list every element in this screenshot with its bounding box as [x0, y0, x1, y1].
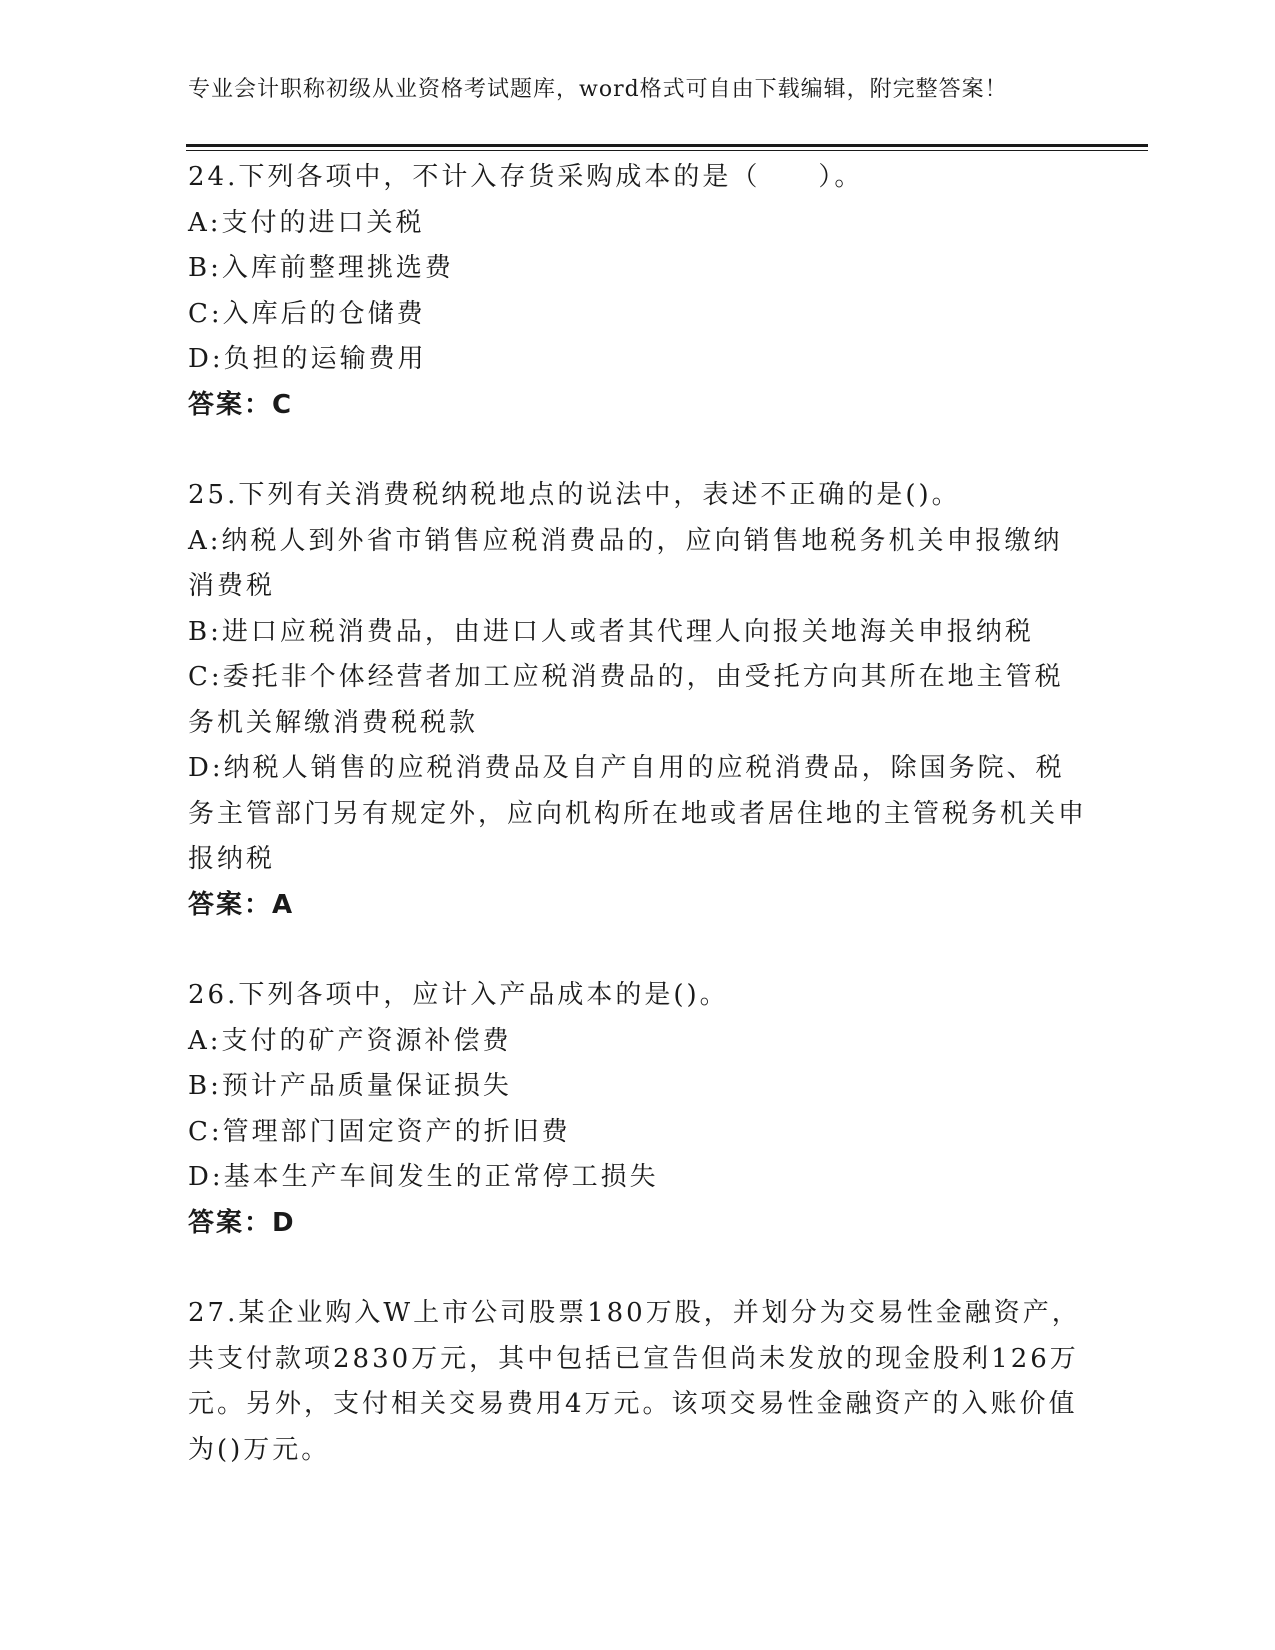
question-stem: 27.某企业购入W上市公司股票180万股，并划分为交易性金融资产，共支付款项2830万元，其中包括已宣告但尚未发放的现金股利126万元。另外，支付相关交易费用4万元。该项交易性金融资产的入账价值为()万元。: [188, 1298, 1081, 1465]
header-rule-thin: [186, 150, 1148, 151]
option-b: B:预计产品质量保证损失: [188, 1071, 512, 1101]
option-c: C:委托非个体经营者加工应税消费品的，由受托方向其所在地主管税务机关解缴消费税税款: [188, 662, 1064, 738]
option-a: A:纳税人到外省市销售应税消费品的，应向销售地税务机关申报缴纳消费税: [188, 525, 1063, 601]
question-26: [188, 973, 1088, 1246]
answer: 答案：C: [188, 389, 294, 420]
option-b: B:进口应税消费品，由进口人或者其代理人向报关地海关申报纳税: [188, 616, 1034, 647]
question-spacer: [188, 928, 1088, 973]
question-stem: 26.下列各项中，应计入产品成本的是()。: [188, 980, 729, 1010]
option-d: D:负担的运输费用: [188, 344, 427, 374]
question-24: [188, 155, 1088, 428]
question-stem: 24.下列各项中，不计入存货采购成本的是（ ）。: [188, 162, 864, 192]
option-a: A:支付的进口关税: [188, 207, 425, 238]
option-a: A:支付的矿产资源补偿费: [188, 1025, 512, 1056]
option-b: B:入库前整理挑选费: [188, 253, 454, 283]
option-c: C:入库后的仓储费: [188, 298, 426, 329]
question-25: [188, 473, 1088, 928]
answer: 答案：A: [188, 889, 295, 920]
question-list: [188, 155, 1088, 1473]
option-d: D:基本生产车间发生的正常停工损失: [188, 1162, 659, 1192]
header-rule-thick: [186, 144, 1148, 147]
question-spacer: [188, 428, 1088, 473]
question-27: [188, 1291, 1088, 1473]
question-stem: 25.下列有关消费税纳税地点的说法中，表述不正确的是()。: [188, 480, 961, 510]
option-c: C:管理部门固定资产的折旧费: [188, 1116, 571, 1147]
option-d: D:纳税人销售的应税消费品及自产自用的应税消费品，除国务院、税务主管部门另有规定外，应向机构所在地或者居住地的主管税务机关申报纳税: [188, 753, 1088, 874]
answer: 答案：D: [188, 1207, 296, 1238]
page-header: 专业会计职称初级从业资格考试题库，word格式可自由下载编辑，附完整答案！: [188, 77, 1008, 102]
question-spacer: [188, 1246, 1088, 1291]
